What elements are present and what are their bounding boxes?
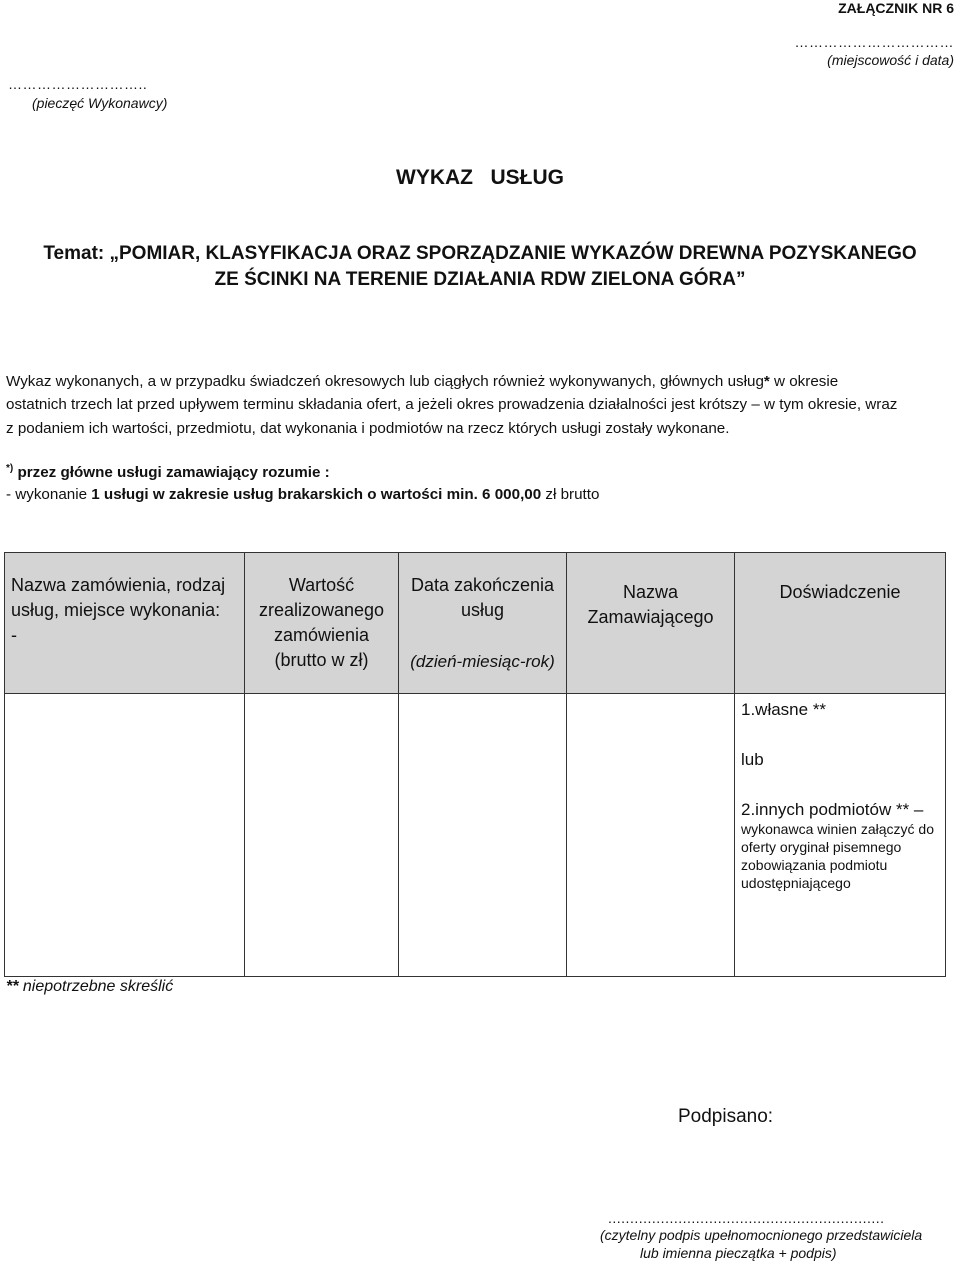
footnote-item-suffix: zł brutto: [541, 486, 600, 503]
experience-note: udostępniającego: [741, 875, 851, 891]
header-text: Zamawiającego: [587, 607, 714, 627]
place-date-caption: (miejscowość i data): [827, 52, 954, 68]
header-text: Wartość: [288, 575, 355, 595]
intro-text: w okresie: [769, 373, 839, 390]
signature-caption-2: lub imienna pieczątka + podpis): [640, 1245, 837, 1261]
cell-value: [245, 694, 399, 977]
header-text: Nazwa zamówienia, rodzaj: [11, 575, 226, 595]
strike-note-stars: **: [6, 978, 19, 995]
document-title: WYKAZ USŁUG: [396, 166, 564, 189]
seal-placeholder: ………………………..: [8, 76, 148, 92]
header-text: (brutto w zł): [274, 650, 369, 670]
table-header-row: [5, 553, 946, 694]
intro-line-1: [6, 373, 838, 390]
footnote-marker: *): [6, 463, 14, 474]
header-text: Data zakończenia: [410, 575, 555, 595]
experience-note: oferty oryginał pisemnego: [741, 839, 902, 855]
header-text: zrealizowanego: [258, 600, 385, 620]
header-client-name: [567, 553, 735, 694]
signed-label: Podpisano:: [678, 1106, 774, 1127]
footnote-heading-text: przez główne usługi zamawiający rozumie :: [13, 464, 330, 482]
footnote-marker: *: [763, 373, 770, 390]
table-row: [5, 694, 946, 977]
intro-line-2: ostatnich trzech lat przed upływem terminu składania ofert, a jeżeli okres prowadzenia działalności jest krótszy – w tym okresie, wraz: [6, 396, 898, 413]
annex-label: ZAŁĄCZNIK NR 6: [838, 0, 954, 16]
header-text: usług: [460, 600, 505, 620]
signature-caption-1: (czytelny podpis upełnomocnionego przedstawiciela: [600, 1227, 923, 1243]
strike-note: [6, 978, 173, 996]
header-text: Doświadczenie: [779, 582, 901, 602]
experience-or: lub: [741, 750, 764, 769]
topic-line-1: Temat: „POMIAR, KLASYFIKACJA ORAZ SPORZĄDZANIE WYKAZÓW DREWNA POZYSKANEGO: [43, 243, 917, 264]
experience-note: wykonawca winien załączyć do: [741, 821, 934, 837]
experience-note: zobowiązania podmiotu: [741, 857, 888, 873]
cell-client-name: [567, 694, 735, 977]
footnote-item-prefix: - wykonanie: [6, 486, 92, 503]
cell-experience: [735, 694, 946, 977]
header-order-name: [5, 553, 245, 694]
experience-own: 1.własne **: [741, 700, 827, 719]
footnote-item-bold: 1 usługi w zakresie usług brakarskich o wartości min. 6 000,00: [91, 486, 542, 503]
header-text: zamówienia: [273, 625, 370, 645]
header-value: [245, 553, 399, 694]
header-experience: [735, 553, 946, 694]
intro-text: Wykaz wykonanych, a w przypadku świadczeń okresowych lub ciągłych również wykonywanych, głównych usług: [6, 373, 764, 390]
header-completion-date: [399, 553, 567, 694]
strike-note-text: niepotrzebne skreślić: [18, 978, 174, 995]
experience-other: 2.innych podmiotów ** –: [741, 800, 924, 819]
cell-order-name: [5, 694, 245, 977]
services-table: [4, 552, 946, 977]
header-text: usług, miejsce wykonania:: [11, 600, 221, 620]
place-date-placeholder: ……………………………: [794, 34, 954, 50]
topic-line-2: ZE ŚCINKI NA TERENIE DZIAŁANIA RDW ZIELONA GÓRA”: [214, 269, 746, 290]
header-text: -: [11, 625, 17, 645]
cell-completion-date: [399, 694, 567, 977]
seal-caption: (pieczęć Wykonawcy): [32, 95, 168, 111]
header-text: (dzień-miesiąc-rok): [410, 652, 555, 671]
intro-line-3: z podaniem ich wartości, przedmiotu, dat wykonania i podmiotów na rzecz których usługi zostały wykonane.: [6, 420, 730, 437]
footnote-item: [6, 486, 599, 503]
footnote-heading: [6, 463, 330, 481]
header-text: Nazwa: [622, 582, 679, 602]
signature-placeholder: ...............................................................: [608, 1210, 885, 1226]
